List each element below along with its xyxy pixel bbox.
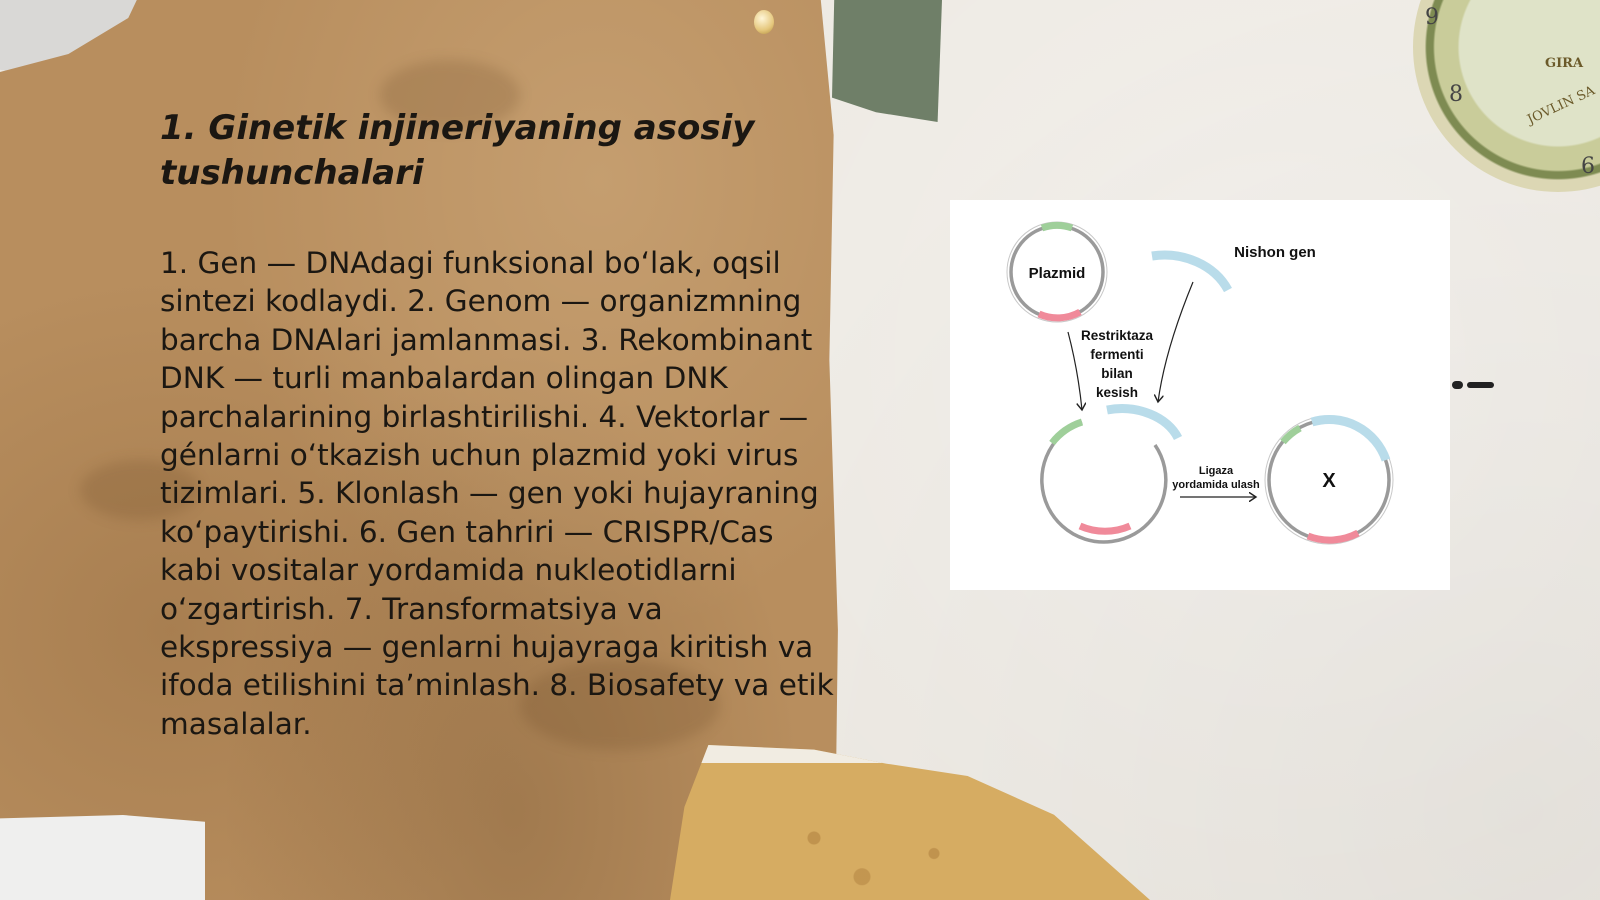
cut-arrow <box>1068 332 1082 410</box>
target-gene-fragment <box>1152 244 1316 290</box>
cut-label-line: bilan <box>1101 366 1133 381</box>
slide-body-text: 1. Gen — DNAdagi funksional bo‘lak, oqsil sintezi kodlaydi. 2. Genom — organizmning barcha DNAlari jamlanmasi. 3. Rekombinant DNK — turli manbalardan olingan DNK parchalarining birlashtirilishi. 4. Vektorlar — génlarni o‘tkazish uchun plazmid yoki virus tizimlari. 5. Klonlash — gen yoki hujayraning ko‘paytirishi. 6. Gen tahriri — CRISPR/Cas kabi vositalar yordamida nukleotidlarni o‘zgartirish. 7. Transformatsiya va ekspressiya — genlarni hujayraga kiritish va ifoda etilishini ta’minlash. 8. Biosafety va etik masalalar. <box>160 246 834 741</box>
recombinant-plasmid <box>1265 416 1393 544</box>
diagram-svg <box>950 200 1450 590</box>
clock-text: JOVLIN SA <box>1525 83 1598 128</box>
ink-dot <box>1452 381 1463 389</box>
torn-paper-bottom-left <box>0 815 205 900</box>
result-label: X <box>1322 470 1336 492</box>
cut-label-line: fermenti <box>1090 347 1144 362</box>
cut-label-line: Restriktaza <box>1080 328 1154 343</box>
clock-number: 6 <box>1581 154 1595 179</box>
ink-dash <box>1467 382 1494 388</box>
clock-text: GIRA <box>1545 56 1584 71</box>
gene-arrow <box>1158 282 1193 402</box>
ligase-label-line: yordamida ulash <box>1172 479 1260 491</box>
plasmid-circle <box>1007 222 1107 322</box>
ligase-label-line: Ligaza <box>1198 465 1234 477</box>
cut-label-line: kesish <box>1095 385 1139 400</box>
recombinant-dna-diagram <box>950 200 1450 590</box>
push-pin-icon <box>754 10 774 34</box>
clock-number: 9 <box>1425 5 1439 30</box>
clock-number: 8 <box>1449 82 1463 107</box>
slide-title: 1. Ginetik injineriyaning asosiy tushunchalari <box>160 108 755 193</box>
plasmid-label: Plazmid <box>1028 265 1086 282</box>
ligase-step <box>1172 465 1260 497</box>
opened-plasmid <box>1042 409 1178 542</box>
target-gene-label: Nishon gen <box>1234 244 1316 261</box>
cut-label <box>1081 328 1154 400</box>
